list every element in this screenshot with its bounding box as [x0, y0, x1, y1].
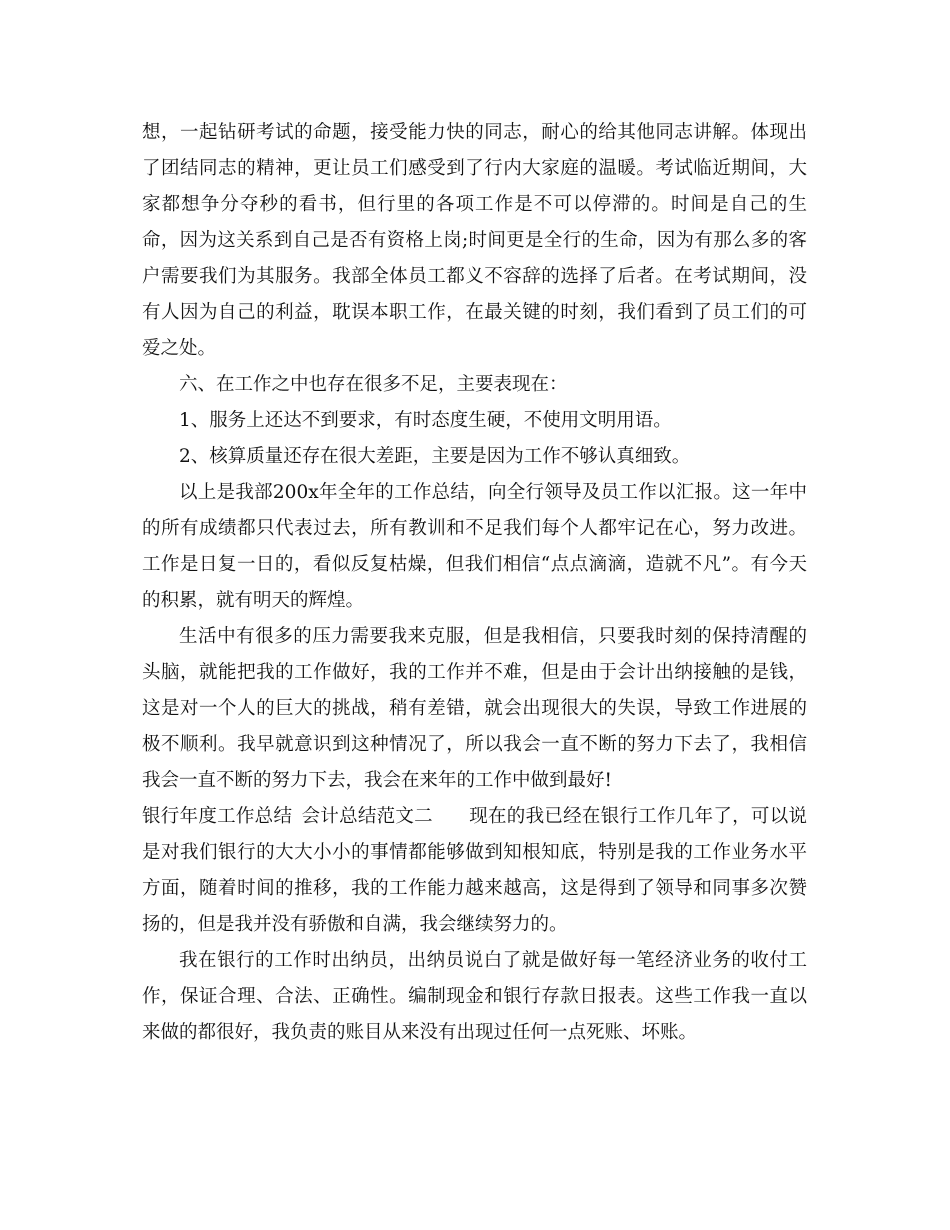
paragraph-annual-summary: 以上是我部200x年全年的工作总结，向全行领导及员工作以汇报。这一年中的所有成绩都只代表过去，所有教训和不足我们每个人都牢记在心，努力改进。工作是日复一日的，看似反复枯燥，但我们相信“点点滴滴，造就不凡”。有今天的积累，就有明天的辉煌。	[142, 482, 807, 611]
section-two-paragraph	[142, 799, 807, 943]
paragraph-cashier-duties: 我在银行的工作时出纳员，出纳员说白了就是做好每一笔经济业务的收付工作，保证合理、合法、正确性。编制现金和银行存款日报表。这些工作我一直以来做的都很好，我负责的账目从来没有出现过任何一点死账、坏账。	[142, 950, 807, 1043]
document-body	[142, 115, 807, 1051]
section-lead-text: 现在的我已经在银行工作几年了，可以说是对我们银行的大大小小的事情都能够做到知根知底，特别是我的工作业务水平方面，随着时间的推移，我的工作能力越来越高，这是得到了领导和同事多次赞扬的，但是我并没有骄傲和自满，我会继续努力的。	[142, 806, 807, 935]
section-title-part2: 会计总结范文二	[301, 806, 433, 827]
paragraph-life-pressure: 生活中有很多的压力需要我来克服，但是我相信，只要我时刻的保持清醒的头脑，就能把我的工作做好，我的工作并不难，但是由于会计出纳接触的是钱，这是对一个人的巨大的挑战，稍有差错，就会出现很大的失误，导致工作进展的极不顺利。我早就意识到这种情况了，所以我会一直不断的努力下去了，我相信我会一直不断的努力下去，我会在来年的工作中做到最好!	[142, 626, 807, 791]
paragraph-shortcoming-2: 2、核算质量还存在很大差距，主要是因为工作不够认真细致。	[179, 446, 691, 467]
paragraph-training-spirit: 想，一起钻研考试的命题，接受能力快的同志，耐心的给其他同志讲解。体现出了团结同志的精神，更让员工们感受到了行内大家庭的温暖。考试临近期间，大家都想争分夺秒的看书，但行里的各项工作是不可以停滞的。时间是自己的生命，因为这关系到自己是否有资格上岗;时间更是全行的生命，因为有那么多的客户需要我们为其服务。我部全体员工都义不容辞的选择了后者。在考试期间，没有人因为自己的利益，耽误本职工作，在最关键的时刻，我们看到了员工们的可爱之处。	[142, 122, 807, 359]
paragraph-shortcoming-1: 1、服务上还达不到要求，有时态度生硬，不使用文明用语。	[179, 410, 672, 431]
paragraph-shortcomings-heading: 六、在工作之中也存在很多不足，主要表现在：	[179, 374, 568, 395]
section-title-part1: 银行年度工作总结	[142, 806, 293, 827]
